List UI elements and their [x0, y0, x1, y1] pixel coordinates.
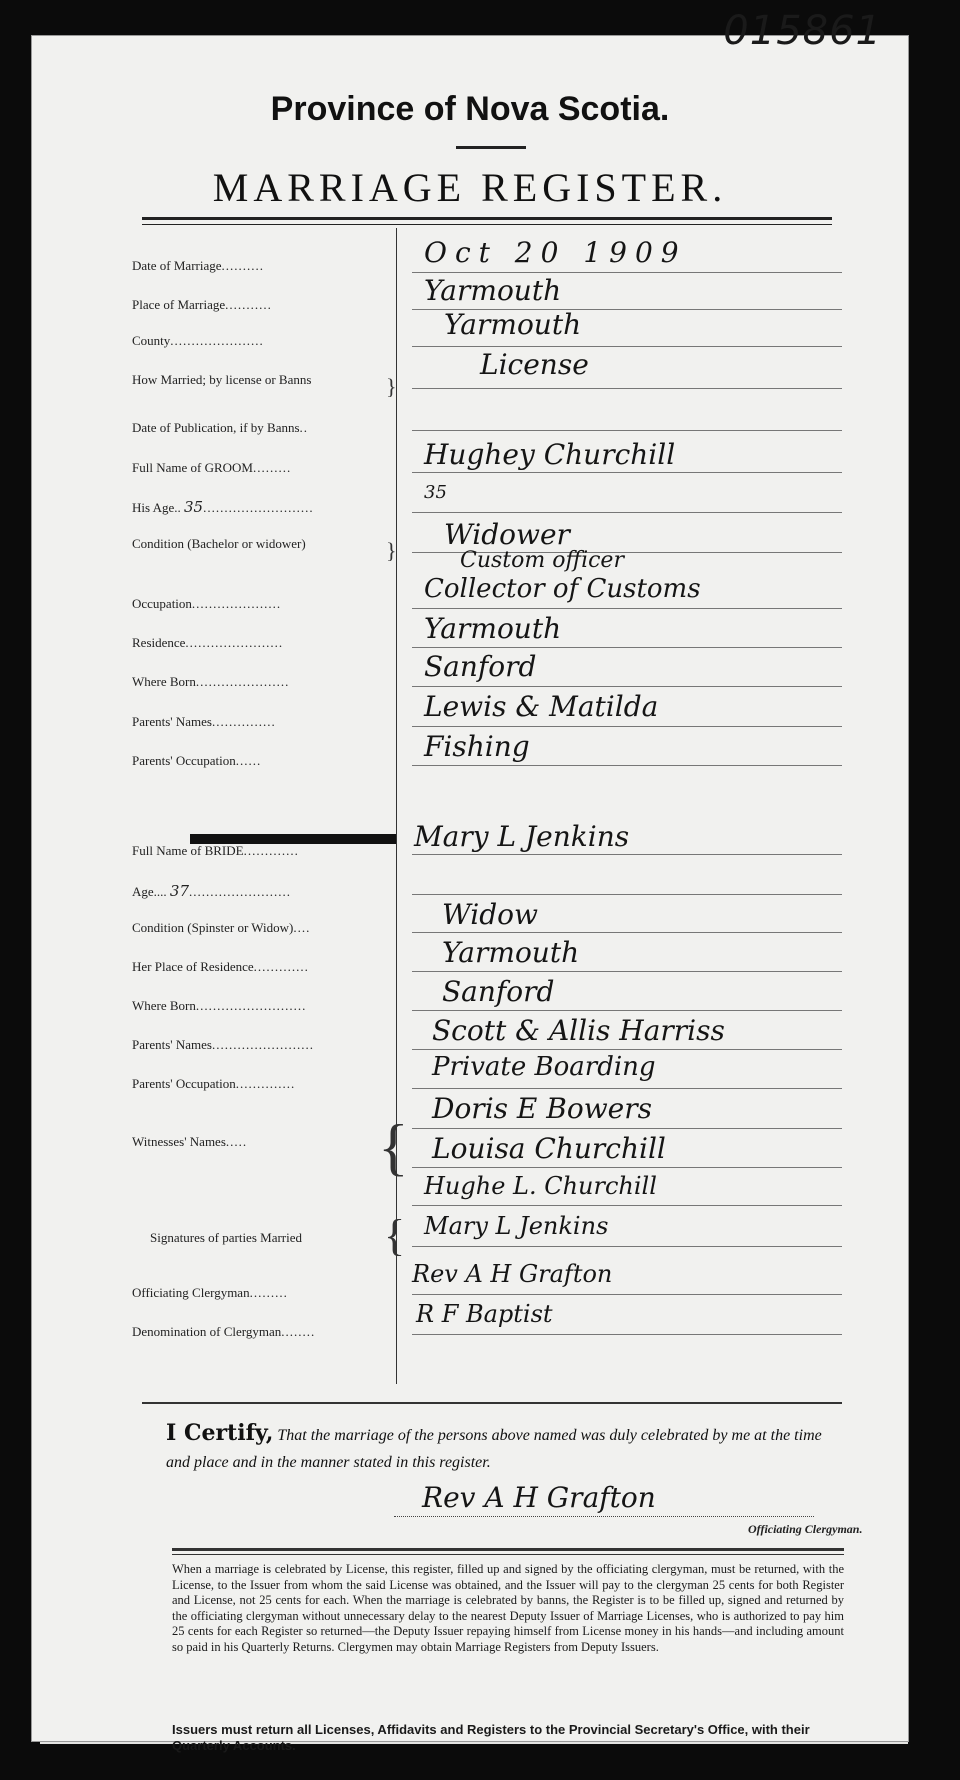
entry-line: [412, 1088, 842, 1089]
field-label: Her Place of Residence.............: [132, 959, 309, 974]
entry-line: [412, 971, 842, 972]
archive-stamp-number: 015861: [723, 8, 882, 54]
field-label: Parents' Occupation..............: [132, 1076, 296, 1091]
entry-line: [412, 932, 842, 933]
entry-line: [412, 1049, 842, 1050]
entry-line: [412, 726, 842, 727]
certify-rule: [142, 1402, 842, 1404]
register-title: MARRIAGE REGISTER.: [212, 165, 728, 210]
field-value: R F Baptist: [416, 1300, 553, 1328]
field-overwrite: Custom officer: [460, 548, 624, 573]
field-value: Hughe L. Churchill: [424, 1172, 657, 1200]
field-value: Yarmouth: [424, 612, 562, 645]
field-label: How Married; by license or Banns: [132, 372, 312, 387]
field-label: Date of Marriage..........: [132, 258, 265, 273]
entry-line: [412, 1167, 842, 1168]
field-value: Collector of Customs: [424, 574, 701, 604]
field-value: Mary L Jenkins: [414, 820, 630, 853]
brace: }: [386, 538, 397, 563]
entry-line: [412, 1334, 842, 1335]
field-label: Denomination of Clergyman........: [132, 1324, 316, 1339]
field-label: County......................: [132, 333, 264, 348]
entry-line: [412, 765, 842, 766]
register-sheet: [32, 36, 908, 1753]
field-label: Age.... 37........................: [132, 882, 292, 900]
field-value: Oct 20 1909: [424, 236, 687, 269]
entry-line: [412, 272, 842, 273]
entry-line: [412, 388, 842, 389]
field-label: Officiating Clergyman.........: [132, 1285, 288, 1300]
province-heading: Province of Nova Scotia.: [270, 90, 670, 128]
clergyman-signature: Rev A H Grafton: [422, 1481, 656, 1514]
entry-line: [412, 1010, 842, 1011]
field-value: Widower: [444, 518, 570, 551]
brace: {: [384, 1211, 406, 1260]
field-label: Full Name of BRIDE.............: [132, 843, 299, 858]
field-value: 35: [424, 482, 447, 503]
field-value: Sanford: [424, 650, 537, 683]
issuers-note: Issuers must return all Licenses, Affidavits and Registers to the Provincial Secretary's Office, with their Quarterly Accounts.: [172, 1722, 810, 1753]
field-value: Scott & Allis Harriss: [432, 1014, 725, 1047]
entry-line: [412, 512, 842, 513]
field-label: Witnesses' Names.....: [132, 1134, 248, 1149]
signature-role: Officiating Clergyman.: [748, 1522, 863, 1536]
entry-line: [412, 1128, 842, 1129]
title-rule: [142, 217, 832, 220]
field-label: Parents' Occupation......: [132, 753, 262, 768]
certify-lead: I Certify,: [166, 1420, 274, 1446]
instructions-text: When a marriage is celebrated by License, this register, filled up and signed by the officiating clergyman, must be returned, with the License, to the Issuer from whom the said License was obtained, and the Issuer will pay to the clergyman 25 cents for both Register and License, not 25 cents for each. When the marriage is celebrated by banns, the Register is to be filled up, signed and returned by the officiating clergyman without unnecessary delay to the nearest Deputy Issuer of Marriage Licenses, who is authorized to pay him 25 cents for each Register so returned—the Deputy Issuer repaying himself from License money in his hands—and including amount so paid in his Quarterly Returns. Clergymen may obtain Marriage Registers from Deputy Issuers.: [172, 1562, 844, 1654]
field-value: Fishing: [424, 730, 530, 763]
entry-line: [412, 686, 842, 687]
entry-line: [412, 647, 842, 648]
instructions-rule-thin: [172, 1554, 844, 1555]
field-label: Where Born..........................: [132, 998, 307, 1013]
entry-line: [412, 472, 842, 473]
field-value: Yarmouth: [444, 308, 582, 341]
field-label: Date of Publication, if by Banns..: [132, 420, 309, 435]
entry-line: [412, 894, 842, 895]
field-label: Full Name of GROOM.........: [132, 460, 292, 475]
field-label: His Age.. 35..........................: [132, 498, 314, 516]
entry-line: [412, 430, 842, 431]
entry-line: [412, 608, 842, 609]
field-value: Yarmouth: [442, 936, 580, 969]
field-value: Hughey Churchill: [424, 438, 676, 471]
field-label: Occupation.....................: [132, 596, 282, 611]
certify-text: That the marriage of the persons above named was duly celebrated by me at the time and place and in the manner stated in this register.: [166, 1427, 822, 1471]
field-value: Louisa Churchill: [432, 1132, 666, 1165]
field-value: Private Boarding: [432, 1052, 656, 1082]
field-value: Sanford: [442, 975, 555, 1008]
field-label: Signatures of parties Married: [150, 1230, 302, 1245]
entry-line: [412, 1294, 842, 1295]
field-label: Parents' Names...............: [132, 714, 276, 729]
field-value: Doris E Bowers: [432, 1092, 652, 1125]
field-label: Parents' Names........................: [132, 1037, 314, 1052]
heading-ornament: [456, 146, 526, 149]
signature-line: [394, 1516, 814, 1517]
instructions-rule: [172, 1548, 844, 1551]
entry-line: [412, 854, 842, 855]
entry-line: [412, 1246, 842, 1247]
field-value: Lewis & Matilda: [424, 690, 659, 723]
field-label: Where Born......................: [132, 674, 290, 689]
field-value: License: [480, 348, 589, 381]
field-label: Residence.......................: [132, 635, 284, 650]
field-label: Condition (Spinster or Widow)....: [132, 920, 311, 935]
brace: {: [378, 1111, 409, 1182]
field-value: Widow: [442, 898, 538, 931]
entry-line: [412, 1205, 842, 1206]
field-label: Place of Marriage...........: [132, 297, 272, 312]
title-rule-thin: [142, 224, 832, 225]
field-value: Rev A H Grafton: [412, 1260, 613, 1288]
brace: }: [386, 374, 397, 399]
field-label: Condition (Bachelor or widower): [132, 536, 306, 551]
certify-statement: [166, 1420, 842, 1476]
field-value: Yarmouth: [424, 274, 562, 307]
field-value: Mary L Jenkins: [424, 1212, 609, 1240]
entry-line: [412, 346, 842, 347]
